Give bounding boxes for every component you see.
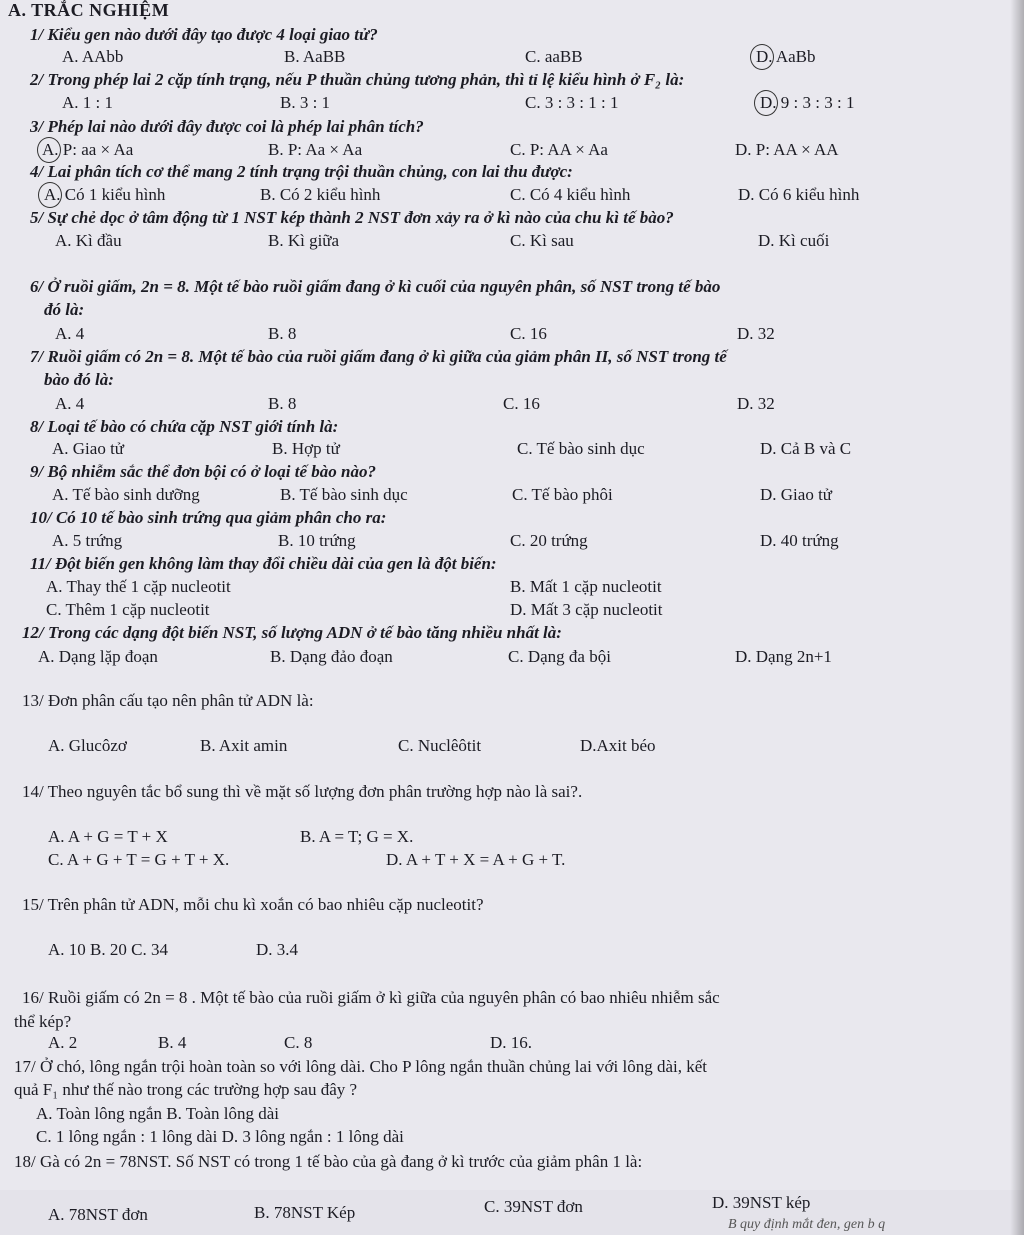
q6-option-a: A. 4 — [55, 324, 85, 343]
q7-option-a: A. 4 — [55, 394, 85, 413]
answer-circle — [750, 44, 774, 70]
q15-options-abc: A. 10 B. 20 C. 34 — [48, 940, 168, 959]
question-17-cont: quả F₁ như thế nào trong các trường hợp sau đây ? — [14, 1080, 358, 1099]
q5-option-a: A. Kì đầu — [55, 231, 122, 250]
q13-option-b: B. Axit amin — [200, 736, 288, 755]
answer-circle — [38, 182, 62, 208]
q11-option-a: A. Thay thế 1 cặp nucleotit — [46, 577, 231, 596]
q18-option-c: C. 39NST đơn — [484, 1197, 583, 1216]
q14-option-c: C. A + G + T = G + T + X. — [48, 850, 230, 869]
question-2: 2/ Trong phép lai 2 cặp tính trạng, nếu P thuần chủng tương phản, thì tỉ lệ kiểu hình ở F₂ là: — [30, 70, 685, 89]
cutoff-text: B quy định mắt đen, gen b q — [728, 1217, 886, 1232]
q2-option-d: D. 9 : 3 : 3 : 1 — [760, 93, 855, 112]
q2-option-c: C. 3 : 3 : 1 : 1 — [525, 93, 619, 112]
q8-option-a: A. Giao tử — [52, 439, 125, 458]
question-18: 18/ Gà có 2n = 78NST. Số NST có trong 1 tế bào của gà đang ở kì trước của giảm phân 1 là: — [14, 1152, 643, 1171]
question-3: 3/ Phép lai nào dưới đây được coi là phép lai phân tích? — [30, 117, 424, 136]
q14-option-d: D. A + T + X = A + G + T. — [386, 850, 566, 869]
q8-option-c: C. Tế bào sinh dục — [517, 439, 645, 458]
answer-circle — [37, 137, 61, 163]
q1-option-b: B. AaBB — [284, 47, 346, 66]
q16-option-a: A. 2 — [48, 1033, 78, 1052]
q7-option-b: B. 8 — [268, 394, 297, 413]
question-15: 15/ Trên phân tử ADN, mỗi chu kì xoắn có bao nhiêu cặp nucleotit? — [22, 895, 484, 914]
q17-options-cd: C. 1 lông ngắn : 1 lông dài D. 3 lông ngắn : 1 lông dài — [36, 1127, 404, 1146]
q13-option-a: A. Glucôzơ — [48, 736, 127, 755]
q6-option-c: C. 16 — [510, 324, 547, 343]
question-12: 12/ Trong các dạng đột biến NST, số lượng ADN ở tế bào tăng nhiều nhất là: — [22, 623, 562, 642]
q16-option-d: D. 16. — [490, 1033, 533, 1052]
q18-option-b: B. 78NST Kép — [254, 1203, 356, 1222]
q15-option-d: D. 3.4 — [256, 940, 299, 959]
question-6: 6/ Ở ruồi giấm, 2n = 8. Một tế bào ruồi giấm đang ở kì cuối của nguyên phân, số NST trong tế bào — [30, 277, 721, 296]
q11-option-c: C. Thêm 1 cặp nucleotit — [46, 600, 210, 619]
question-4: 4/ Lai phân tích cơ thể mang 2 tính trạng trội thuần chủng, con lai thu được: — [30, 162, 573, 181]
question-8: 8/ Loại tế bào có chứa cặp NST giới tính là: — [30, 417, 339, 436]
question-5: 5/ Sự chẻ dọc ở tâm động từ 1 NST kép thành 2 NST đơn xảy ra ở kì nào của chu kì tế bào? — [30, 208, 674, 227]
question-1: 1/ Kiểu gen nào dưới đây tạo được 4 loại giao tử? — [30, 25, 378, 44]
q10-option-a: A. 5 trứng — [52, 531, 123, 550]
page-edge-shadow — [1010, 0, 1024, 1235]
q12-option-b: B. Dạng đảo đoạn — [270, 647, 393, 666]
q16-option-c: C. 8 — [284, 1033, 313, 1052]
q1-option-c: C. aaBB — [525, 47, 583, 66]
q12-option-c: C. Dạng đa bội — [508, 647, 611, 666]
q13-option-d: D.Axit béo — [580, 736, 656, 755]
question-13: 13/ Đơn phân cấu tạo nên phân tử ADN là: — [22, 691, 314, 710]
q11-option-d: D. Mất 3 cặp nucleotit — [510, 600, 663, 619]
q6-option-b: B. 8 — [268, 324, 297, 343]
q4-option-b: B. Có 2 kiểu hình — [260, 185, 381, 204]
q5-option-b: B. Kì giữa — [268, 231, 340, 250]
q9-option-c: C. Tế bào phôi — [512, 485, 613, 504]
question-10: 10/ Có 10 tế bào sinh trứng qua giảm phân cho ra: — [30, 508, 387, 527]
q6-option-d: D. 32 — [737, 324, 775, 343]
q16-option-b: B. 4 — [158, 1033, 187, 1052]
q9-option-a: A. Tế bào sinh dưỡng — [52, 485, 200, 504]
q9-option-b: B. Tế bào sinh dục — [280, 485, 408, 504]
question-9: 9/ Bộ nhiễm sắc thể đơn bội có ở loại tế bào nào? — [30, 462, 376, 481]
question-16-cont: thể kép? — [14, 1012, 72, 1031]
question-17: 17/ Ở chó, lông ngắn trội hoàn toàn so với lông dài. Cho P lông ngắn thuần chủng lai với lông dài, kết — [14, 1057, 708, 1076]
q12-option-d: D. Dạng 2n+1 — [735, 647, 832, 666]
q12-option-a: A. Dạng lặp đoạn — [38, 647, 158, 666]
question-6-cont: đó là: — [44, 300, 85, 319]
q3-option-c: C. P: AA × Aa — [510, 140, 608, 159]
q9-option-d: D. Giao tử — [760, 485, 833, 504]
q2-option-a: A. 1 : 1 — [62, 93, 113, 112]
answer-circle — [754, 90, 778, 116]
q10-option-b: B. 10 trứng — [278, 531, 356, 550]
q3-option-d: D. P: AA × AA — [735, 140, 839, 159]
q5-option-d: D. Kì cuối — [758, 231, 830, 250]
q4-option-a: A. Có 1 kiểu hình — [44, 185, 166, 204]
question-7: 7/ Ruồi giấm có 2n = 8. Một tế bào của ruồi giấm đang ở kì giữa của giảm phân II, số NST trong tế — [30, 347, 727, 366]
section-title: A. TRẮC NGHIỆM — [8, 0, 170, 20]
q7-option-d: D. 32 — [737, 394, 775, 413]
question-14: 14/ Theo nguyên tắc bổ sung thì về mặt số lượng đơn phân trường hợp nào là sai?. — [22, 782, 583, 801]
q1-option-d: D. AaBb — [756, 47, 816, 66]
q18-option-d: D. 39NST kép — [712, 1193, 811, 1212]
q8-option-b: B. Hợp tử — [272, 439, 340, 458]
q7-option-c: C. 16 — [503, 394, 540, 413]
q14-option-b: B. A = T; G = X. — [300, 827, 414, 846]
q5-option-c: C. Kì sau — [510, 231, 574, 250]
q4-option-c: C. Có 4 kiểu hình — [510, 185, 631, 204]
q3-option-b: B. P: Aa × Aa — [268, 140, 363, 159]
q4-option-d: D. Có 6 kiểu hình — [738, 185, 860, 204]
question-11: 11/ Đột biến gen không làm thay đổi chiều dài của gen là đột biến: — [30, 554, 497, 573]
q10-option-c: C. 20 trứng — [510, 531, 588, 550]
q8-option-d: D. Cả B và C — [760, 439, 852, 458]
question-16: 16/ Ruồi giấm có 2n = 8 . Một tế bào của ruồi giấm ở kì giữa của nguyên phân có bao nhiêu nhiễm sắc — [22, 988, 720, 1007]
q3-option-a: A. P: aa × Aa — [42, 140, 134, 159]
q10-option-d: D. 40 trứng — [760, 531, 839, 550]
q18-option-a: A. 78NST đơn — [48, 1205, 148, 1224]
q17-options-ab: A. Toàn lông ngắn B. Toàn lông dài — [36, 1104, 279, 1123]
q1-option-a: A. AAbb — [62, 47, 124, 66]
q14-option-a: A. A + G = T + X — [48, 827, 168, 846]
question-7-cont: bào đó là: — [44, 370, 114, 389]
q2-option-b: B. 3 : 1 — [280, 93, 331, 112]
q13-option-c: C. Nuclêôtit — [398, 736, 482, 755]
q11-option-b: B. Mất 1 cặp nucleotit — [510, 577, 662, 596]
